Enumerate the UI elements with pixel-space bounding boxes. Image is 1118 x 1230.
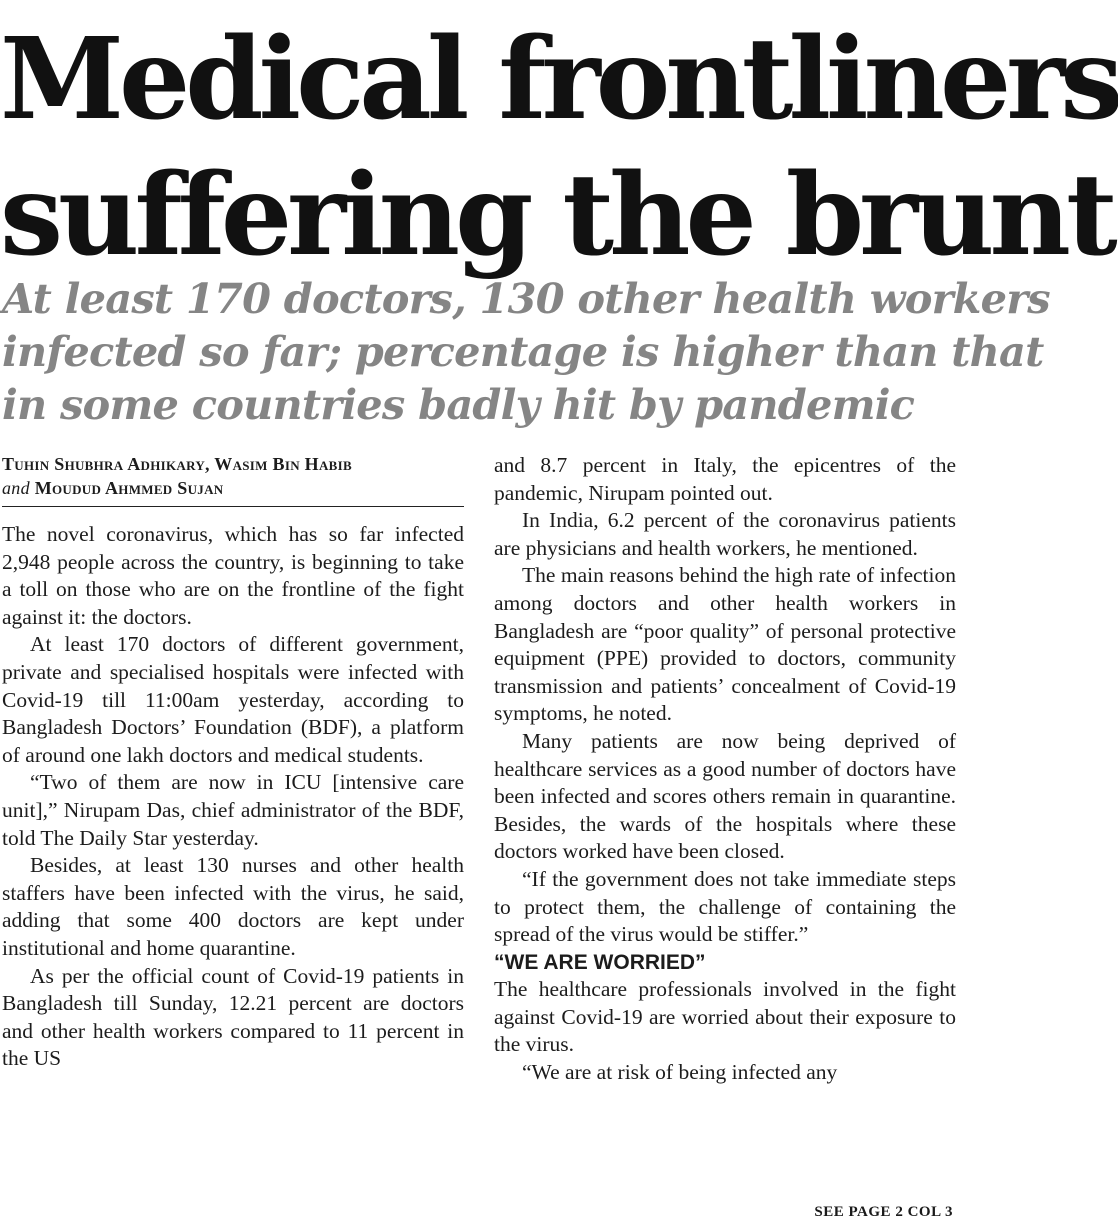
subheadline — [2, 272, 1050, 431]
article-paragraph: Besides, at least 130 nurses and other health staffers have been infected with the virus, he said, adding that some 400 doctors are kept under institutional and home quarantine. — [2, 853, 464, 960]
subheadline-line: in some countries badly hit by pandemic — [2, 380, 915, 429]
byline-authors: Tuhin Shubhra Adhikary, Wasim Bin Habib — [2, 454, 352, 474]
headline-line: suffering the brunt — [0, 150, 1113, 281]
subheadline-line: At least 170 doctors, 130 other health workers — [2, 274, 1050, 323]
byline-conjunction: and — [2, 478, 30, 498]
byline-authors: Moudud Ahmmed Sujan — [34, 478, 224, 498]
section-subhead: “WE ARE WORRIED” — [494, 950, 706, 974]
headline-line: Medical frontliners — [0, 14, 1118, 145]
subheadline-line: infected so far; percentage is higher than that — [2, 327, 1044, 376]
article-paragraph: The main reasons behind the high rate of infection among doctors and other health workers in Bangladesh are “poor quality” of personal protective equipment (PPE) provided to doctors, community transmission and patients’ concealment of Covid-19 symptoms, he noted. — [494, 563, 956, 726]
article-paragraph: “If the government does not take immediate steps to protect them, the challenge of containing the spread of the virus would be stiffer.” — [494, 866, 956, 947]
article-paragraph: At least 170 doctors of different government, private and specialised hospitals were infected with Covid-19 till 11:00am yesterday, according to Bangladesh Doctors’ Foundation (BDF), a platform of around one lakh doctors and medical students. — [2, 632, 464, 767]
article-paragraph: and 8.7 percent in Italy, the epicentres of the pandemic, Nirupam pointed out. — [494, 453, 956, 505]
byline — [2, 452, 464, 507]
article-column-right — [494, 452, 956, 1087]
article-paragraph: The novel coronavirus, which has so far infected 2,948 people across the country, is beginning to take a toll on those who are on the frontline of the fight against it: the doctors. — [2, 522, 464, 629]
article-paragraph: Many patients are now being deprived of healthcare services as a good number of doctors have been infected and scores others remain in quarantine. Besides, the wards of the hospitals where these doctors worked have been closed. — [494, 728, 956, 864]
article-paragraph: “Two of them are now in ICU [intensive care unit],” Nirupam Das, chief administrator of the BDF, told The Daily Star yesterday. — [2, 770, 464, 850]
continuation-jump: SEE PAGE 2 COL 3 — [814, 1204, 953, 1220]
article-paragraph: In India, 6.2 percent of the coronavirus patients are physicians and health workers, he mentioned. — [494, 508, 956, 560]
headline — [0, 12, 1118, 284]
article-paragraph: As per the official count of Covid-19 patients in Bangladesh till Sunday, 12.21 percent are doctors and other health workers compared to 11 percent in the US — [2, 963, 464, 1071]
article-paragraph: “We are at risk of being infected any — [522, 1060, 838, 1085]
article-column-left — [2, 452, 464, 1073]
article-paragraph: The healthcare professionals involved in the fight against Covid-19 are worried about their exposure to the virus. — [494, 977, 956, 1057]
